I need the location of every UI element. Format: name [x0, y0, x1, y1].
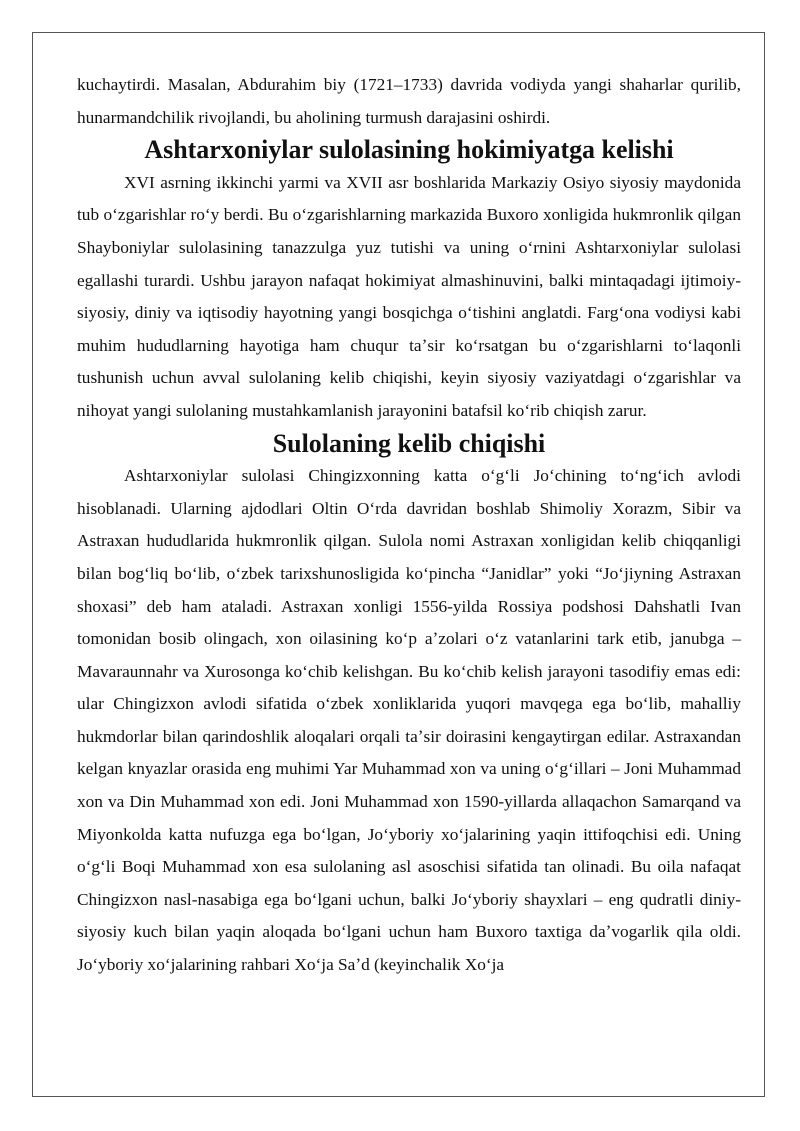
section-heading-origin: Sulolaning kelib chiqishi — [272, 428, 546, 458]
paragraph-dynasty-origin: Ashtarxoniylar sulolasi Chingizxonning katta oʻgʻli Joʻchining toʻngʻich avlodi hisoblanadi. Ularning ajdodlari Oltin Oʻrda davridan boshlab Shimoliy Xorazm, Sibir va Astraxan hududlarida hukmronlik qilgan. Sulola nomi Astraxan xonligidan kelib chiqqanligi bilan bogʻliq boʻlib, oʻzbek tarixshunosligida koʻpincha “Janidlar” yoki “Joʻjiyning Astraxan shoxasi” deb ham ataladi. Astraxan xonligi 1556-yilda Rossiya podshosi Dahshatli Ivan tomonidan bosib olingach, xon oilasining koʻp aʼzolari oʻz vatanlarini tark etib, janubga – Mavaraunnahr va Xurosonga koʻchib kelishgan. Bu koʻchib kelish jarayoni tasodifiy emas edi: ular Chingizxon avlodi sifatida oʻzbek xonliklarida yuqori mavqega ega boʻlib, mahalliy hukmdorlar bilan qarindoshlik aloqalari orqali taʼsir doirasini kengaytirgan edilar. Astraxandan kelgan knyazlar orasida eng muhimi Yar Muhammad xon va uning oʻgʻillari – Joni Muhammad xon va Din Muhammad xon edi. Joni Muhammad xon 1590-yillarda allaqachon Samarqand va Miyonkolda katta nufuzga ega boʻlgan, Joʻyboriy xoʻjalarining yaqin ittifoqchisi edi. Uning oʻgʻli Boqi Muhammad xon esa sulolaning asl asoschisi sifatida tan olinadi. Bu oila nafaqat Chingizxon nasl-nasabiga ega boʻlgani uchun, balki Joʻyboriy shayxlari – eng qudratli diniy-siyosiy kuch bilan yaqin aloqada boʻlgani uchun ham Buxoro taxtiga daʼvogarlik qila oldi. Joʻyboriy xoʻjalarining rahbari Xoʻja Saʼd (keyinchalik Xoʻja — [77, 466, 741, 975]
paragraph-intro: kuchaytirdi. Masalan, Abdurahim biy (1721–1733) davrida vodiyda yangi shaharlar qurilib, hunarmandchilik rivojlandi, bu aholining turmush darajasini oshirdi. — [77, 75, 741, 127]
paragraph-political-changes: XVI asrning ikkinchi yarmi va XVII asr boshlarida Markaziy Osiyo siyosiy maydonida tub oʻzgarishlar roʻy berdi. Bu oʻzgarishlarning markazida Buxoro xonligida hukmronlik qilgan Shayboniylar sulolasining tanazzulga yuz tutishi va uning oʻrnini Ashtarxoniylar sulolasi egallashi turardi. Ushbu jarayon nafaqat hokimiyat almashinuvini, balki mintaqadagi ijtimoiy-siyosiy, diniy va iqtisodiy hayotning yangi bosqichga oʻtishini anglatdi. Fargʻona vodiysi kabi muhim hududlarning hayotiga ham chuqur taʼsir koʻrsatgan bu oʻzgarishlarni toʻlaqonli tushunish uchun avval sulolaning kelib chiqishi, keyin siyosiy vaziyatdagi oʻzgarishlar va nihoyat yangi sulolaning mustahkamlanish jarayonini batafsil koʻrib chiqish zarur. — [77, 172, 741, 420]
section-heading-ashtarxoniylar: Ashtarxoniylar sulolasining hokimiyatga kelishi — [144, 135, 674, 165]
document-body — [77, 69, 741, 982]
